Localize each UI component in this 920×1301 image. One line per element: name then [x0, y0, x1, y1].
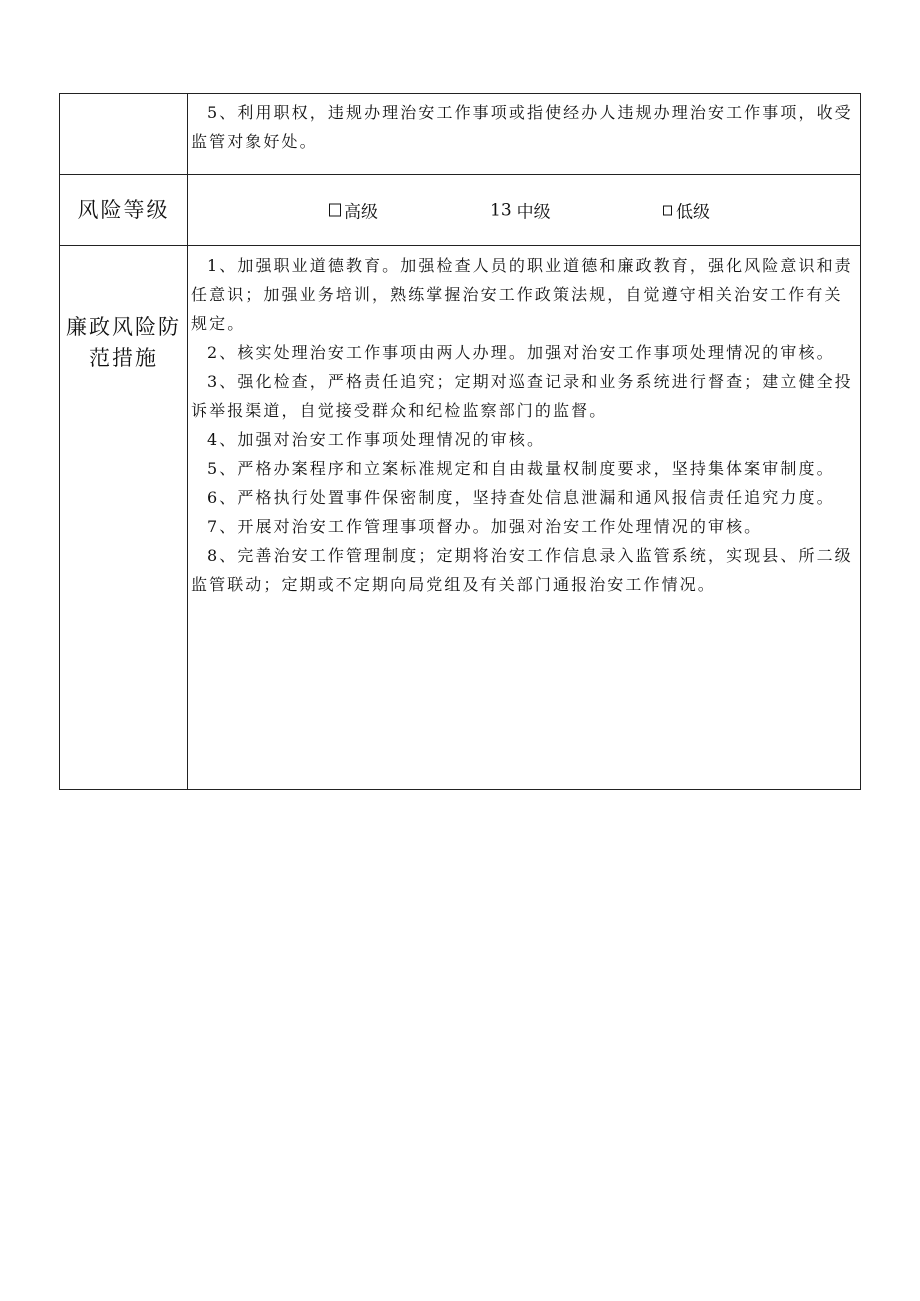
risk-control-table: [59, 93, 861, 790]
checkbox-icon: [329, 204, 341, 217]
risk-level-label: 风险等级: [60, 175, 188, 246]
measure-item: 6、严格执行处置事件保密制度，坚持查处信息泄漏和通风报信责任追究力度。: [207, 488, 835, 507]
measure-item: 2、核实处理治安工作事项由两人办理。加强对治安工作事项处理情况的审核。: [207, 343, 835, 362]
measures-cell: [188, 246, 861, 790]
risk-level-low-option[interactable]: [663, 198, 710, 223]
table-row: [60, 175, 861, 246]
risk-level-medium-option[interactable]: [490, 198, 551, 223]
risk-level-medium-label: 中级: [516, 202, 551, 223]
measure-item: 8、完善治安工作管理制度；定期将治安工作信息录入监管系统，实现县、所二级监管联动；定期或不定期向局党组及有关部门通报治安工作情况。: [191, 546, 853, 594]
measures-list: [191, 246, 858, 599]
table-row: [60, 246, 861, 790]
measure-item: 5、严格办案程序和立案标准规定和自由裁量权制度要求，坚持集体案审制度。: [207, 459, 835, 478]
risk-level-low-label: 低级: [676, 202, 710, 223]
risk-level-medium-mark: 13: [490, 200, 512, 220]
risk-point-cell: [188, 94, 861, 175]
measure-item: 1、加强职业道德教育。加强检查人员的职业道德和廉政教育，强化风险意识和责任意识；加强业务培训，熟练掌握治安工作政策法规，自觉遵守相关治安工作有关规定。: [191, 256, 853, 333]
measure-item: 4、加强对治安工作事项处理情况的审核。: [207, 430, 546, 449]
empty-label-cell: [60, 94, 188, 175]
risk-level-high-option[interactable]: [329, 198, 378, 223]
measures-label: 廉政风险防范措施: [60, 246, 188, 790]
measure-item: 3、强化检查，严格责任追究；定期对巡查记录和业务系统进行督查；建立健全投诉举报渠道，自觉接受群众和纪检监察部门的监督。: [191, 372, 853, 420]
measure-item: 7、开展对治安工作管理事项督办。加强对治安工作处理情况的审核。: [207, 517, 763, 536]
table-row: [60, 94, 861, 175]
checkbox-icon: [663, 205, 672, 215]
risk-level-high-label: 高级: [344, 202, 378, 223]
risk-point-item-5: 5、利用职权，违规办理治安工作事项或指使经办人违规办理治安工作事项，收受监管对象好处。: [191, 103, 853, 151]
risk-level-options: [188, 175, 861, 246]
